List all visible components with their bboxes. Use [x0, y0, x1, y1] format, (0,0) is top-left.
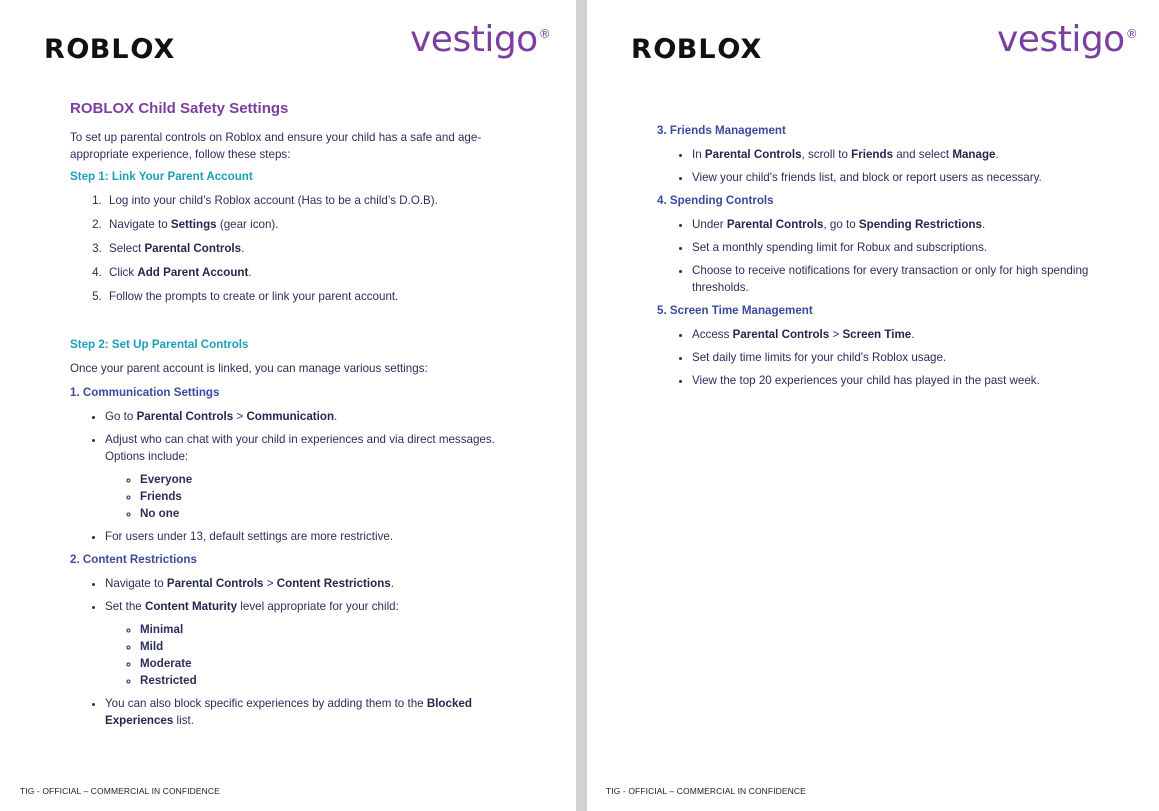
list-item: 4. Click Add Parent Account. [105, 264, 510, 281]
list-item: 1. Log into your child’s Roblox account (Has to be a child’s D.O.B). [105, 192, 510, 209]
document-page-2 [587, 0, 1159, 811]
list-item: • You can also block specific experiences by adding them to the Blocked Experiences list. [105, 695, 510, 729]
communication-heading: 1. Communication Settings [70, 386, 220, 399]
friends-list [657, 146, 1107, 186]
list-item: ◦ Friends [140, 488, 510, 505]
friends-heading: 3. Friends Management [657, 124, 786, 137]
page-2-footer: TIG - OFFICIAL – COMMERCIAL IN CONFIDENCE [606, 786, 806, 796]
page-2-content [657, 122, 1107, 395]
list-item: ◦ Everyone [140, 471, 510, 488]
maturity-options-list [105, 621, 510, 689]
screen-time-list [657, 326, 1107, 389]
vestigo-logo: vestigo® [410, 19, 551, 60]
list-item: ◦ No one [140, 505, 510, 522]
spending-list [657, 216, 1107, 296]
chat-options-list [105, 471, 510, 522]
list-item: • In Parental Controls, scroll to Friends and select Manage. [692, 146, 1107, 163]
page-1-footer: TIG - OFFICIAL – COMMERCIAL IN CONFIDENCE [20, 786, 220, 796]
list-item: 2. Navigate to Settings (gear icon). [105, 216, 510, 233]
list-item: • Set daily time limits for your child's Roblox usage. [692, 349, 1107, 366]
list-item: • View the top 20 experiences your child has played in the past week. [692, 372, 1107, 389]
page-divider [576, 0, 587, 811]
list-item: • Go to Parental Controls > Communication. [105, 408, 510, 425]
screen-time-heading: 5. Screen Time Management [657, 304, 813, 317]
communication-list [70, 408, 510, 545]
list-item: • Choose to receive notifications for every transaction or only for high spending thresholds. [692, 262, 1107, 296]
document-page-1 [0, 0, 576, 811]
roblox-logo: ROBLOX [44, 31, 176, 68]
page-1-content [70, 99, 510, 735]
step-2-intro: Once your parent account is linked, you can manage various settings: [70, 362, 428, 375]
spending-heading: 4. Spending Controls [657, 194, 774, 207]
list-item: • For users under 13, default settings are more restrictive. [105, 528, 510, 545]
list-item: • Access Parental Controls > Screen Time. [692, 326, 1107, 343]
step-2-heading: Step 2: Set Up Parental Controls [70, 338, 249, 351]
vestigo-logo: vestigo® [997, 19, 1138, 60]
roblox-logo: ROBLOX [631, 31, 763, 68]
list-item: • Set the Content Maturity level appropriate for your child: ◦ Minimal ◦ Mild ◦ Moderate ◦ Restricted [105, 598, 510, 689]
list-item: ◦ Minimal [140, 621, 510, 638]
list-item: • Adjust who can chat with your child in experiences and via direct messages. Options include: ◦ Everyone ◦ Friends ◦ No one [105, 431, 510, 522]
list-item: ◦ Restricted [140, 672, 510, 689]
page-title: ROBLOX Child Safety Settings [70, 100, 289, 117]
list-item: • Under Parental Controls, go to Spending Restrictions. [692, 216, 1107, 233]
step-1-heading: Step 1: Link Your Parent Account [70, 170, 253, 183]
list-item: 3. Select Parental Controls. [105, 240, 510, 257]
list-item: 5. Follow the prompts to create or link your parent account. [105, 288, 510, 305]
content-restrictions-heading: 2. Content Restrictions [70, 553, 197, 566]
list-item: ◦ Moderate [140, 655, 510, 672]
intro-paragraph: To set up parental controls on Roblox and ensure your child has a safe and age-appropriate experience, follow these steps: [70, 131, 482, 161]
list-item: • Set a monthly spending limit for Robux and subscriptions. [692, 239, 1107, 256]
list-item: ◦ Mild [140, 638, 510, 655]
list-item: • View your child's friends list, and block or report users as necessary. [692, 169, 1107, 186]
step-1-list [70, 192, 510, 305]
list-item: • Navigate to Parental Controls > Content Restrictions. [105, 575, 510, 592]
content-restrictions-list [70, 575, 510, 729]
